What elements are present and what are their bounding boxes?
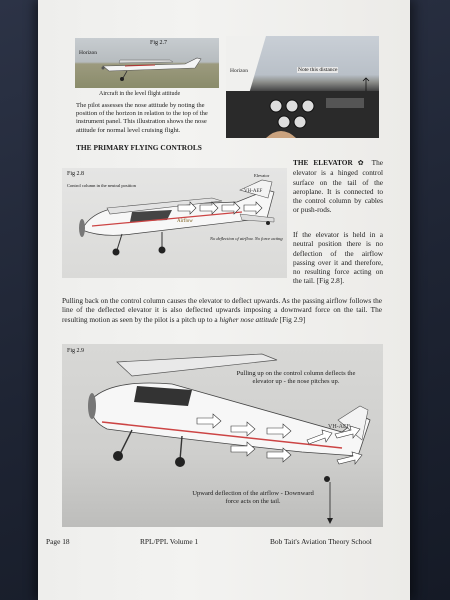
fig-2-7-label: Fig 2.7 bbox=[150, 40, 168, 46]
fig-2-9-airflow-arrows bbox=[195, 412, 375, 482]
footer-school: Bob Tait's Aviation Theory School bbox=[270, 537, 372, 546]
fig-2-7-caption: Aircraft in the level flight attitude bbox=[99, 91, 181, 97]
fig-2-9-callout-bottom: Upward deflection of the airflow - Downward force acts on the tail. bbox=[192, 490, 314, 506]
fig-2-8-airflow-arrows bbox=[176, 201, 266, 215]
flower-icon: ✿ bbox=[357, 159, 367, 167]
fig-2-8-no-deflection-label: No deflection of airflow. No force acting bbox=[210, 236, 283, 241]
section-heading: THE PRIMARY FLYING CONTROLS bbox=[76, 143, 202, 152]
footer-page-number: Page 18 bbox=[46, 537, 70, 546]
main-paragraph-emphasis: higher nose attitude bbox=[219, 314, 278, 324]
main-paragraph-text: Pulling back on the control column causes the elevator to deflect upwards. As the passing airflow follows the line of the deflected elevator it is also deflected upwards imposing a downward force on the tail. The resulting motion as seen by the pilot is a pitch up to a bbox=[62, 296, 382, 324]
elevator-neutral-paragraph: If the elevator is held in a neutral position there is no deflection of the airflow passing over it and therefore, no resulting force acting on the tail. [Fig 2.8]. bbox=[293, 230, 383, 286]
fig-2-7-aircraft-illustration bbox=[75, 38, 219, 88]
fig-2-7-horizon-label: Horizon bbox=[79, 50, 98, 56]
cockpit-instrument-panel bbox=[226, 36, 379, 138]
fig-2-8-registration: VH-AEF bbox=[244, 189, 263, 194]
fig-2-8-airflow-label: Airflow bbox=[177, 219, 193, 224]
elevator-section bbox=[293, 158, 383, 215]
fig-2-9-label: Fig 2.9 bbox=[67, 348, 85, 354]
footer-volume: RPL/PPL Volume 1 bbox=[140, 537, 199, 546]
fig-2-9-registration: VH-AEF bbox=[328, 424, 350, 430]
fig-2-7-photo bbox=[75, 38, 219, 88]
main-paragraph-ref: [Fig 2.9] bbox=[279, 314, 306, 324]
elevator-description: The elevator is a hinged control surface on the tail of the aeroplane. It is connected to the control column by cables or push-rods. bbox=[293, 158, 383, 215]
cockpit-note-label: Note this distance bbox=[298, 67, 338, 73]
fig-2-8-column-label: Control column in the neutral position bbox=[67, 183, 136, 188]
fig-2-8-elevator-label: Elevator bbox=[254, 173, 270, 178]
fig-2-8-label: Fig 2.8 bbox=[67, 171, 85, 177]
elevator-heading: THE ELEVATOR bbox=[293, 158, 353, 167]
fig-2-9-callout-top: Pulling up on the control column deflects the elevator up - the nose pitches up. bbox=[236, 370, 356, 386]
main-paragraph bbox=[62, 296, 382, 324]
cockpit-photo bbox=[226, 36, 379, 138]
cockpit-horizon-label: Horizon bbox=[230, 68, 249, 74]
intro-paragraph: The pilot assesses the nose attitude by noting the position of the horizon in relation to the top of the instrument panel. This illustration shows the nose attitude for normal level cruising flight. bbox=[76, 102, 208, 134]
